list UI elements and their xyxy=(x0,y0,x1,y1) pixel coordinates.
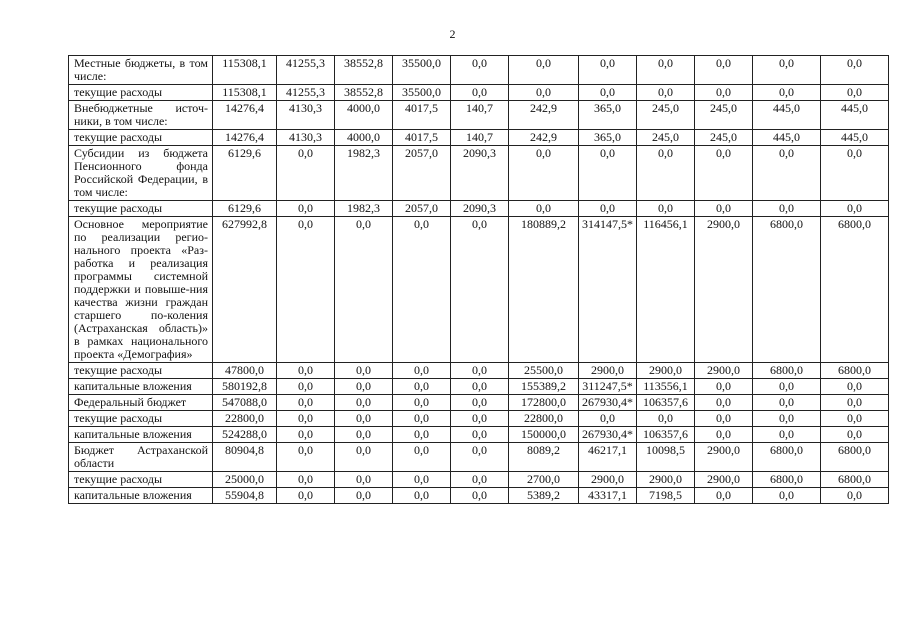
value-cell: 0,0 xyxy=(579,201,637,217)
value-cell: 0,0 xyxy=(753,427,821,443)
value-cell: 0,0 xyxy=(753,411,821,427)
value-cell: 0,0 xyxy=(695,411,753,427)
value-cell: 2900,0 xyxy=(637,363,695,379)
value-cell: 0,0 xyxy=(451,395,509,411)
value-cell: 547088,0 xyxy=(213,395,277,411)
value-cell: 0,0 xyxy=(277,443,335,472)
value-cell: 10098,5 xyxy=(637,443,695,472)
value-cell: 0,0 xyxy=(393,443,451,472)
value-cell: 140,7 xyxy=(451,101,509,130)
value-cell: 0,0 xyxy=(451,363,509,379)
value-cell: 0,0 xyxy=(451,379,509,395)
value-cell: 0,0 xyxy=(451,427,509,443)
value-cell: 38552,8 xyxy=(335,56,393,85)
table-row xyxy=(69,411,889,427)
value-cell: 4130,3 xyxy=(277,130,335,146)
value-cell: 242,9 xyxy=(509,101,579,130)
value-cell: 4017,5 xyxy=(393,130,451,146)
value-cell: 0,0 xyxy=(579,146,637,201)
value-cell: 46217,1 xyxy=(579,443,637,472)
value-cell: 115308,1 xyxy=(213,85,277,101)
value-cell: 267930,4* xyxy=(579,395,637,411)
value-cell: 245,0 xyxy=(695,130,753,146)
value-cell: 150000,0 xyxy=(509,427,579,443)
table-row xyxy=(69,363,889,379)
table-row xyxy=(69,217,889,363)
value-cell: 35500,0 xyxy=(393,85,451,101)
value-cell: 1982,3 xyxy=(335,146,393,201)
value-cell: 0,0 xyxy=(451,488,509,504)
value-cell: 41255,3 xyxy=(277,85,335,101)
value-cell: 8089,2 xyxy=(509,443,579,472)
value-cell: 0,0 xyxy=(695,379,753,395)
table-row xyxy=(69,201,889,217)
value-cell: 267930,4* xyxy=(579,427,637,443)
value-cell: 2700,0 xyxy=(509,472,579,488)
value-cell: 0,0 xyxy=(393,217,451,363)
value-cell: 0,0 xyxy=(821,488,889,504)
value-cell: 2900,0 xyxy=(579,363,637,379)
value-cell: 0,0 xyxy=(277,217,335,363)
value-cell: 113556,1 xyxy=(637,379,695,395)
value-cell: 0,0 xyxy=(277,488,335,504)
value-cell: 6129,6 xyxy=(213,146,277,201)
table-row xyxy=(69,101,889,130)
value-cell: 106357,6 xyxy=(637,427,695,443)
value-cell: 0,0 xyxy=(277,472,335,488)
value-cell: 80904,8 xyxy=(213,443,277,472)
value-cell: 0,0 xyxy=(821,395,889,411)
table-row xyxy=(69,379,889,395)
value-cell: 0,0 xyxy=(695,488,753,504)
value-cell: 5389,2 xyxy=(509,488,579,504)
table-row xyxy=(69,427,889,443)
value-cell: 25000,0 xyxy=(213,472,277,488)
value-cell: 172800,0 xyxy=(509,395,579,411)
value-cell: 4130,3 xyxy=(277,101,335,130)
value-cell: 0,0 xyxy=(695,85,753,101)
value-cell: 0,0 xyxy=(451,85,509,101)
value-cell: 0,0 xyxy=(579,85,637,101)
row-label: текущие расходы xyxy=(69,130,213,146)
value-cell: 2900,0 xyxy=(579,472,637,488)
value-cell: 0,0 xyxy=(753,488,821,504)
row-label: Федеральный бюджет xyxy=(69,395,213,411)
value-cell: 365,0 xyxy=(579,101,637,130)
value-cell: 0,0 xyxy=(509,56,579,85)
table-row xyxy=(69,85,889,101)
row-label: капитальные вложения xyxy=(69,488,213,504)
value-cell: 0,0 xyxy=(451,56,509,85)
value-cell: 580192,8 xyxy=(213,379,277,395)
value-cell: 25500,0 xyxy=(509,363,579,379)
value-cell: 0,0 xyxy=(753,56,821,85)
value-cell: 2057,0 xyxy=(393,201,451,217)
value-cell: 0,0 xyxy=(695,146,753,201)
value-cell: 0,0 xyxy=(335,395,393,411)
value-cell: 0,0 xyxy=(821,379,889,395)
value-cell: 0,0 xyxy=(451,443,509,472)
value-cell: 0,0 xyxy=(393,472,451,488)
value-cell: 6800,0 xyxy=(821,443,889,472)
value-cell: 35500,0 xyxy=(393,56,451,85)
value-cell: 0,0 xyxy=(695,56,753,85)
value-cell: 0,0 xyxy=(695,395,753,411)
value-cell: 0,0 xyxy=(393,427,451,443)
value-cell: 0,0 xyxy=(277,427,335,443)
value-cell: 0,0 xyxy=(277,411,335,427)
value-cell: 0,0 xyxy=(335,379,393,395)
value-cell: 0,0 xyxy=(393,411,451,427)
value-cell: 314147,5* xyxy=(579,217,637,363)
value-cell: 0,0 xyxy=(753,395,821,411)
value-cell: 22800,0 xyxy=(509,411,579,427)
value-cell: 0,0 xyxy=(695,427,753,443)
value-cell: 0,0 xyxy=(695,201,753,217)
table-row xyxy=(69,472,889,488)
table-row xyxy=(69,56,889,85)
value-cell: 0,0 xyxy=(637,411,695,427)
value-cell: 38552,8 xyxy=(335,85,393,101)
value-cell: 4000,0 xyxy=(335,130,393,146)
value-cell: 245,0 xyxy=(637,130,695,146)
value-cell: 0,0 xyxy=(451,411,509,427)
value-cell: 0,0 xyxy=(637,85,695,101)
value-cell: 0,0 xyxy=(637,146,695,201)
value-cell: 0,0 xyxy=(335,411,393,427)
value-cell: 6800,0 xyxy=(753,472,821,488)
value-cell: 0,0 xyxy=(821,201,889,217)
value-cell: 6129,6 xyxy=(213,201,277,217)
value-cell: 0,0 xyxy=(335,443,393,472)
row-label: текущие расходы xyxy=(69,411,213,427)
value-cell: 627992,8 xyxy=(213,217,277,363)
value-cell: 0,0 xyxy=(821,411,889,427)
value-cell: 6800,0 xyxy=(753,217,821,363)
value-cell: 14276,4 xyxy=(213,101,277,130)
value-cell: 365,0 xyxy=(579,130,637,146)
value-cell: 524288,0 xyxy=(213,427,277,443)
value-cell: 6800,0 xyxy=(753,443,821,472)
row-label: Основное мероприятие по реализации регио-нального проекта «Раз-работка и реализация программы системной поддержки и повыше-ния качества жизни граждан старшего по-коления (Астраханская область)» в рамках национального проекта «Демография» xyxy=(69,217,213,363)
row-label: капитальные вложения xyxy=(69,379,213,395)
value-cell: 0,0 xyxy=(509,85,579,101)
table-row xyxy=(69,130,889,146)
row-label: Внебюджетные источ-ники, в том числе: xyxy=(69,101,213,130)
budget-table xyxy=(68,55,889,504)
value-cell: 6800,0 xyxy=(821,472,889,488)
value-cell: 242,9 xyxy=(509,130,579,146)
value-cell: 2900,0 xyxy=(695,443,753,472)
value-cell: 0,0 xyxy=(509,201,579,217)
value-cell: 22800,0 xyxy=(213,411,277,427)
value-cell: 0,0 xyxy=(335,488,393,504)
value-cell: 0,0 xyxy=(393,488,451,504)
value-cell: 0,0 xyxy=(509,146,579,201)
value-cell: 0,0 xyxy=(393,395,451,411)
row-label: Местные бюджеты, в том числе: xyxy=(69,56,213,85)
row-label: текущие расходы xyxy=(69,85,213,101)
value-cell: 0,0 xyxy=(637,56,695,85)
value-cell: 0,0 xyxy=(335,363,393,379)
value-cell: 2900,0 xyxy=(695,472,753,488)
value-cell: 2900,0 xyxy=(695,363,753,379)
value-cell: 245,0 xyxy=(695,101,753,130)
row-label: текущие расходы xyxy=(69,201,213,217)
row-label: Субсидии из бюджета Пенсионного фонда Российской Федерации, в том числе: xyxy=(69,146,213,201)
value-cell: 0,0 xyxy=(753,146,821,201)
value-cell: 2090,3 xyxy=(451,146,509,201)
value-cell: 106357,6 xyxy=(637,395,695,411)
table-row xyxy=(69,146,889,201)
value-cell: 445,0 xyxy=(821,101,889,130)
table-body xyxy=(69,56,889,504)
value-cell: 155389,2 xyxy=(509,379,579,395)
value-cell: 1982,3 xyxy=(335,201,393,217)
value-cell: 140,7 xyxy=(451,130,509,146)
value-cell: 2900,0 xyxy=(637,472,695,488)
value-cell: 0,0 xyxy=(821,56,889,85)
row-label: Бюджет Астраханской области xyxy=(69,443,213,472)
value-cell: 0,0 xyxy=(637,201,695,217)
value-cell: 14276,4 xyxy=(213,130,277,146)
value-cell: 311247,5* xyxy=(579,379,637,395)
table-row xyxy=(69,488,889,504)
value-cell: 2090,3 xyxy=(451,201,509,217)
value-cell: 41255,3 xyxy=(277,56,335,85)
table-row xyxy=(69,395,889,411)
value-cell: 0,0 xyxy=(753,201,821,217)
value-cell: 0,0 xyxy=(753,379,821,395)
value-cell: 4017,5 xyxy=(393,101,451,130)
value-cell: 445,0 xyxy=(753,130,821,146)
value-cell: 0,0 xyxy=(579,411,637,427)
page-number: 2 xyxy=(449,27,456,41)
value-cell: 0,0 xyxy=(579,56,637,85)
table-row xyxy=(69,443,889,472)
value-cell: 445,0 xyxy=(821,130,889,146)
value-cell: 0,0 xyxy=(393,363,451,379)
value-cell: 0,0 xyxy=(335,427,393,443)
value-cell: 0,0 xyxy=(277,201,335,217)
value-cell: 0,0 xyxy=(821,85,889,101)
value-cell: 180889,2 xyxy=(509,217,579,363)
value-cell: 0,0 xyxy=(335,217,393,363)
value-cell: 6800,0 xyxy=(753,363,821,379)
value-cell: 0,0 xyxy=(451,217,509,363)
value-cell: 0,0 xyxy=(277,379,335,395)
value-cell: 245,0 xyxy=(637,101,695,130)
value-cell: 6800,0 xyxy=(821,217,889,363)
row-label: капитальные вложения xyxy=(69,427,213,443)
value-cell: 0,0 xyxy=(821,427,889,443)
value-cell: 116456,1 xyxy=(637,217,695,363)
value-cell: 55904,8 xyxy=(213,488,277,504)
value-cell: 43317,1 xyxy=(579,488,637,504)
value-cell: 7198,5 xyxy=(637,488,695,504)
row-label: текущие расходы xyxy=(69,363,213,379)
value-cell: 0,0 xyxy=(277,395,335,411)
value-cell: 0,0 xyxy=(335,472,393,488)
value-cell: 6800,0 xyxy=(821,363,889,379)
value-cell: 0,0 xyxy=(393,379,451,395)
value-cell: 2900,0 xyxy=(695,217,753,363)
value-cell: 0,0 xyxy=(277,363,335,379)
value-cell: 47800,0 xyxy=(213,363,277,379)
value-cell: 115308,1 xyxy=(213,56,277,85)
value-cell: 445,0 xyxy=(753,101,821,130)
value-cell: 4000,0 xyxy=(335,101,393,130)
value-cell: 2057,0 xyxy=(393,146,451,201)
value-cell: 0,0 xyxy=(753,85,821,101)
row-label: текущие расходы xyxy=(69,472,213,488)
value-cell: 0,0 xyxy=(451,472,509,488)
value-cell: 0,0 xyxy=(821,146,889,201)
value-cell: 0,0 xyxy=(277,146,335,201)
